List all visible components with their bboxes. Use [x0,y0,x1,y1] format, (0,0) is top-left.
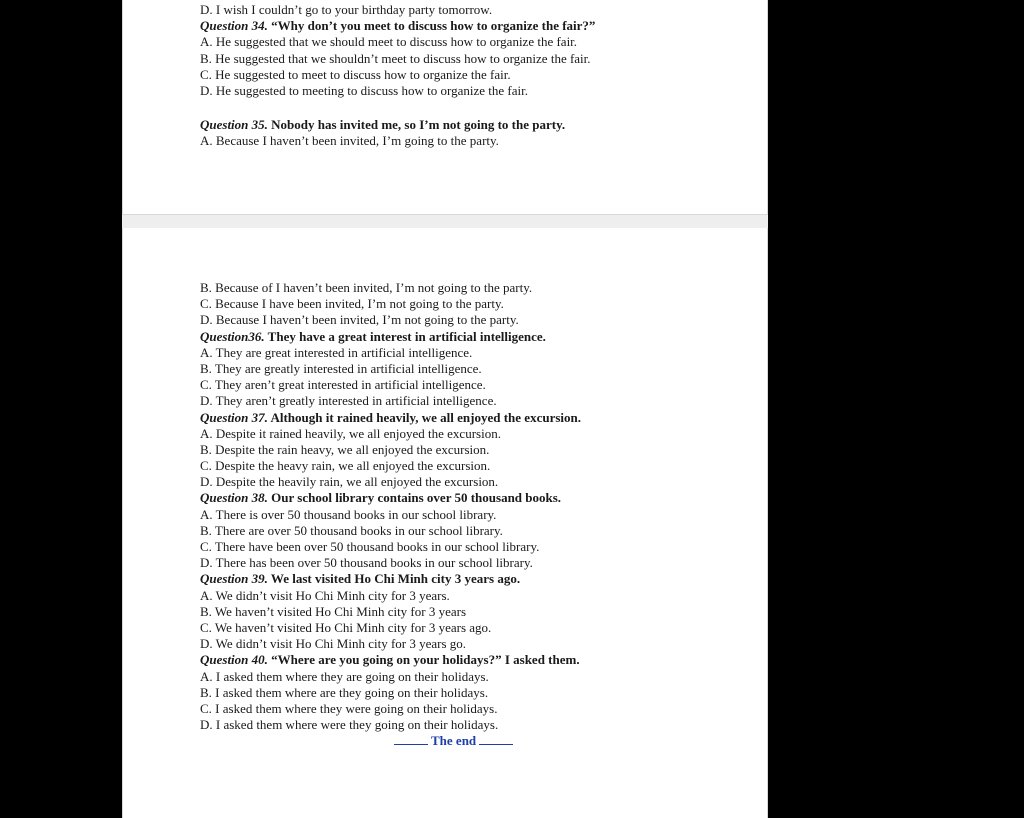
question-number: Question 40. [200,652,268,668]
answer-option: D. I asked them where were they going on their holidays. [200,717,499,733]
answer-option: C. Despite the heavy rain, we all enjoyed the excursion. [200,458,491,474]
the-end-label: The end [431,733,477,748]
question-text: They have a great interest in artificial intelligence. [264,328,546,344]
question-number: Question 39. [200,571,268,587]
question-stem [200,571,581,587]
answer-option: C. There have been over 50 thousand books in our school library. [200,539,540,554]
paragraph-gap [200,99,595,117]
answer-option: A. He suggested that we should meet to discuss how to organize the fair. [200,34,578,50]
question-number: Question 38. [200,490,268,506]
question-text: We last visited Ho Chi Minh city 3 years ago. [267,571,521,587]
question-stem [200,490,581,506]
question-text: “Where are you going on your holidays?” I asked them. [267,652,580,668]
question-number: Question 37. [200,409,268,425]
the-end-footer [394,733,513,749]
answer-option: D. He suggested to meeting to discuss how to organize the fair. [200,82,528,98]
question-stem [200,117,595,133]
answer-option: C. They aren’t great interested in artificial intelligence. [200,377,486,393]
question-stem [200,18,595,34]
answer-option: A. We didn’t visit Ho Chi Minh city for 3 years. [200,587,450,603]
answer-option: A. I asked them where they are going on their holidays. [200,668,489,684]
question-stem [200,329,581,345]
question-text: Nobody has invited me, so I’m not going to the party. [267,117,566,133]
question-text: Our school library contains over 50 thousand books. [267,490,562,506]
question-text: Although it rained heavily, we all enjoyed the excursion. [267,409,581,425]
answer-option: D. There has been over 50 thousand books in our school library. [200,555,533,571]
question-stem [200,652,581,668]
answer-option: D. I wish I couldn’t go to your birthday party tomorrow. [200,2,493,17]
answer-option: D. They aren’t greatly interested in artificial intelligence. [200,393,497,409]
answer-option: D. We didn’t visit Ho Chi Minh city for 3 years go. [200,636,467,652]
answer-option: B. There are over 50 thousand books in our school library. [200,522,503,538]
answer-option: B. I asked them where are they going on their holidays. [200,684,489,700]
blank-line-left [394,733,428,745]
page-2-text-block [200,280,581,733]
answer-option: A. There is over 50 thousand books in our school library. [200,506,497,522]
answer-option: B. Despite the rain heavy, we all enjoyed the excursion. [200,441,490,457]
answer-option: A. Because I haven’t been invited, I’m going to the party. [200,133,499,149]
answer-option: C. Because I have been invited, I’m not going to the party. [200,296,504,312]
question-number: Question 34. [200,18,268,34]
answer-option: D. Despite the heavily rain, we all enjoyed the excursion. [200,474,499,490]
answer-option: C. We haven’t visited Ho Chi Minh city for 3 years ago. [200,619,492,635]
answer-option: B. We haven’t visited Ho Chi Minh city for 3 years [200,603,467,619]
question-text: “Why don’t you meet to discuss how to organize the fair?” [267,18,596,34]
answer-option: D. Because I haven’t been invited, I’m not going to the party. [200,312,519,328]
question-number: Question 35. [200,117,268,133]
page-1-text-block [200,2,595,150]
answer-option: B. Because of I haven’t been invited, I’m not going to the party. [200,280,533,295]
question-number: Question36. [200,328,265,344]
answer-option: C. I asked them where they were going on their holidays. [200,700,498,716]
answer-option: C. He suggested to meet to discuss how to organize the fair. [200,66,511,82]
answer-option: A. Despite it rained heavily, we all enjoyed the excursion. [200,425,501,441]
answer-option: A. They are great interested in artificial intelligence. [200,344,473,360]
answer-option: B. They are greatly interested in artificial intelligence. [200,360,482,376]
blank-line-right [479,733,513,745]
answer-option: B. He suggested that we shouldn’t meet to discuss how to organize the fair. [200,50,591,66]
question-stem [200,410,581,426]
